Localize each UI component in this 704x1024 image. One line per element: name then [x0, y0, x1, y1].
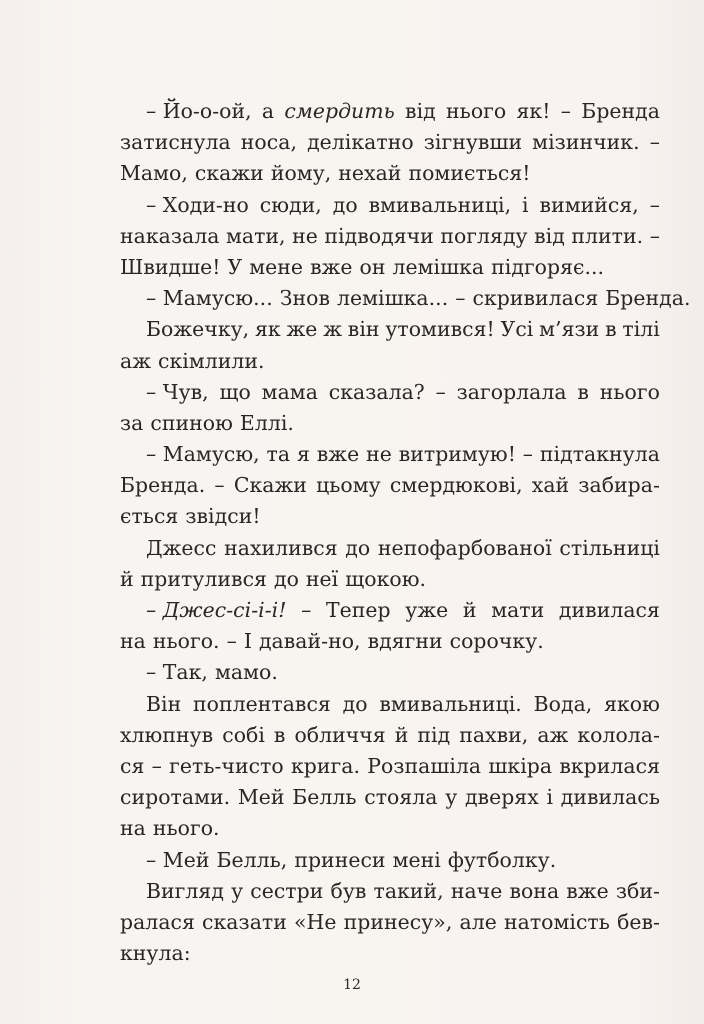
word: плити.: [571, 223, 644, 248]
word: – Мамусю,: [146, 442, 260, 467]
text-line: [120, 782, 660, 813]
text-line: [120, 689, 660, 720]
word: нього.: [152, 816, 220, 841]
word: – Мей: [146, 847, 210, 872]
word: мама: [261, 379, 318, 404]
word: пахви,: [459, 722, 529, 747]
word: Розпашіла: [367, 753, 482, 778]
word: скімлили.: [158, 348, 265, 373]
word: Швидше!: [120, 254, 221, 279]
word: як!: [516, 99, 551, 123]
text-line: [120, 439, 660, 470]
word: – Мамусю...: [146, 286, 273, 311]
word: крига.: [290, 753, 360, 778]
word: до: [332, 192, 358, 217]
word: сорочку.: [449, 629, 544, 654]
text-line: [120, 96, 660, 127]
word: вимийся,: [539, 192, 639, 217]
word: футболку.: [447, 847, 557, 872]
word: від: [405, 99, 436, 123]
word: хай: [531, 473, 570, 498]
word: – Йо-о-ой,: [146, 99, 252, 123]
word: –: [151, 753, 162, 778]
word: он: [359, 254, 386, 279]
word: аж: [120, 348, 152, 373]
word: «Не: [294, 909, 337, 934]
text-line: [120, 346, 660, 377]
word: у: [231, 878, 244, 903]
word: вмивальниці,: [368, 192, 512, 217]
text-line: [120, 751, 660, 782]
text-line: [120, 158, 660, 189]
word: ся: [120, 753, 145, 778]
word: й: [394, 722, 409, 747]
word: вже: [566, 878, 609, 903]
word: ється: [120, 504, 179, 529]
word: принесу»,: [343, 909, 453, 934]
word: стояла: [364, 785, 438, 810]
word: вона: [509, 878, 560, 903]
text-line: [120, 221, 660, 252]
word: вдягни: [367, 629, 443, 654]
word: щокою.: [345, 566, 427, 591]
word: –: [522, 442, 534, 467]
word: до: [345, 535, 371, 560]
word: – Чув,: [146, 379, 209, 404]
word: бев-: [617, 909, 660, 934]
word: йому,: [270, 161, 332, 186]
word: та: [266, 442, 291, 467]
word: хлюпнув: [120, 722, 214, 747]
word: такий,: [373, 878, 444, 903]
word: притулився: [140, 566, 267, 591]
word: Вода,: [533, 691, 593, 716]
word: носа,: [240, 130, 297, 155]
word: Він: [146, 691, 182, 716]
word: геть-чисто: [169, 753, 284, 778]
word: як: [254, 317, 281, 342]
word: У: [227, 254, 243, 279]
word-italic: – Джес-сі-і-і!: [146, 598, 287, 622]
word: –: [560, 99, 571, 123]
text-line: [120, 533, 660, 564]
word: підводячи: [324, 223, 434, 248]
word: сказати: [202, 909, 287, 934]
word: зігнувши: [423, 130, 523, 155]
word: підтакнула: [539, 442, 660, 467]
word: тілі: [622, 317, 660, 342]
word: – Так,: [146, 660, 208, 685]
word: непофарбованої: [377, 535, 552, 560]
text-line: [120, 876, 660, 907]
word: –: [455, 286, 466, 311]
text-line: [120, 938, 660, 969]
word: утомився!: [385, 317, 495, 342]
text-line: [120, 408, 660, 439]
word: Джесс: [146, 535, 217, 560]
word: Вигляд: [146, 878, 224, 903]
word: вже: [310, 254, 353, 279]
text-line: [120, 190, 660, 221]
word: Белль,: [216, 847, 288, 872]
word: натомість: [503, 909, 610, 934]
word: витримую!: [398, 442, 516, 467]
word: принеси: [294, 847, 386, 872]
word: Скажи: [233, 473, 307, 498]
word: погляду: [440, 223, 528, 248]
word: шкіра: [488, 753, 553, 778]
word: мені: [392, 847, 441, 872]
word: скривилася: [472, 286, 599, 311]
word: –: [649, 130, 660, 155]
word: сестри: [250, 878, 324, 903]
text-line: [120, 657, 660, 688]
text-line: [120, 720, 660, 751]
word: вкрилася: [559, 753, 660, 778]
word: мати,: [225, 223, 286, 248]
text-line: [120, 595, 660, 626]
word: наказала: [120, 223, 220, 248]
text-line: [120, 470, 660, 501]
word: в: [273, 722, 286, 747]
word: – Ходи-но: [146, 192, 249, 217]
word: що: [219, 379, 251, 404]
word: мізинчик.: [532, 130, 640, 155]
word: Бренда.: [120, 473, 206, 498]
word: мати: [491, 598, 545, 622]
word: спиною: [150, 410, 233, 435]
word: він: [347, 317, 380, 342]
text-line: [120, 564, 660, 595]
word: нього.: [152, 629, 220, 654]
word: поплентався: [193, 691, 331, 716]
word: вмивальниці.: [379, 691, 522, 716]
word: лемішка...: [337, 286, 449, 311]
word: І: [243, 629, 252, 654]
text-line: [120, 377, 660, 408]
word: дивилась: [560, 785, 660, 810]
word: Бренда: [581, 99, 660, 123]
word: Тепер: [326, 598, 391, 622]
word: Божечку,: [146, 317, 250, 342]
word: дверях: [464, 785, 539, 810]
word: –: [649, 223, 660, 248]
text-line: [120, 626, 660, 657]
word: Белль: [292, 785, 357, 810]
word: сказала?: [328, 379, 425, 404]
word: колола-: [577, 722, 660, 747]
word: –: [301, 598, 312, 622]
word: стільниці: [559, 535, 660, 560]
word: лемішка: [392, 254, 485, 279]
word: сюди,: [259, 192, 322, 217]
word: смердюкові,: [389, 473, 523, 498]
word: ралася: [120, 909, 195, 934]
word: дивилася: [558, 598, 660, 622]
word: мене: [249, 254, 304, 279]
word: Бренда.: [605, 286, 691, 311]
word: за: [120, 410, 144, 435]
word: але: [459, 909, 497, 934]
word: неї: [305, 566, 339, 591]
word: і: [546, 785, 554, 810]
word: на: [120, 629, 146, 654]
word: під: [417, 722, 451, 747]
word: нього: [599, 379, 660, 404]
word: до: [342, 691, 368, 716]
word: а: [261, 99, 275, 123]
word: підгоряє...: [491, 254, 605, 279]
word: нехай: [338, 161, 402, 186]
text-line: [120, 127, 660, 158]
word: нахилився: [224, 535, 338, 560]
word: затиснула: [120, 130, 231, 155]
word: не: [366, 442, 392, 467]
word: від: [534, 223, 565, 248]
word: мамо.: [214, 660, 278, 685]
word: же: [286, 317, 318, 342]
word: звідси!: [185, 504, 261, 529]
text-line: [120, 907, 660, 938]
word: у: [445, 785, 458, 810]
word: помиється!: [408, 161, 531, 186]
word: –: [214, 473, 225, 498]
text-line: [120, 252, 660, 283]
word: ж: [323, 317, 343, 342]
text-line: [120, 813, 660, 844]
word: кнула:: [120, 941, 191, 966]
word: наче: [450, 878, 503, 903]
body-text: [120, 96, 691, 969]
page-number: 12: [343, 977, 361, 993]
word: загорлала: [456, 379, 567, 404]
word: Усі: [500, 317, 534, 342]
word: нього: [446, 99, 507, 123]
text-line: [120, 845, 660, 876]
word: й: [120, 566, 134, 591]
word: забира-: [578, 473, 660, 498]
word: собі: [222, 722, 265, 747]
word: м’язи: [539, 317, 600, 342]
word: –: [435, 379, 446, 404]
word: сиротами.: [120, 785, 231, 810]
word: й: [462, 598, 477, 622]
word: до: [273, 566, 299, 591]
word: і: [522, 192, 529, 217]
word: –: [226, 629, 237, 654]
word: давай-но,: [258, 629, 361, 654]
word: не: [292, 223, 318, 248]
word: цьому: [316, 473, 381, 498]
word: Еллі.: [239, 410, 294, 435]
word: якою: [604, 691, 660, 716]
word: Знов: [279, 286, 331, 311]
word-italic: смердить: [284, 99, 395, 123]
word: на: [120, 816, 146, 841]
word: в: [605, 317, 617, 342]
word: в: [577, 379, 589, 404]
word: був: [330, 878, 367, 903]
word: уже: [405, 598, 449, 622]
word: –: [649, 192, 660, 217]
text-line: [120, 314, 660, 345]
text-line: [120, 283, 691, 314]
word: Мей: [237, 785, 285, 810]
text-line: [120, 501, 660, 532]
word: делікатно: [307, 130, 414, 155]
word: скажи: [194, 161, 264, 186]
word: зби-: [615, 878, 660, 903]
word: аж: [537, 722, 569, 747]
word: обличчя: [294, 722, 386, 747]
word: вже: [316, 442, 360, 467]
word: Мамо,: [120, 161, 188, 186]
word: я: [296, 442, 310, 467]
